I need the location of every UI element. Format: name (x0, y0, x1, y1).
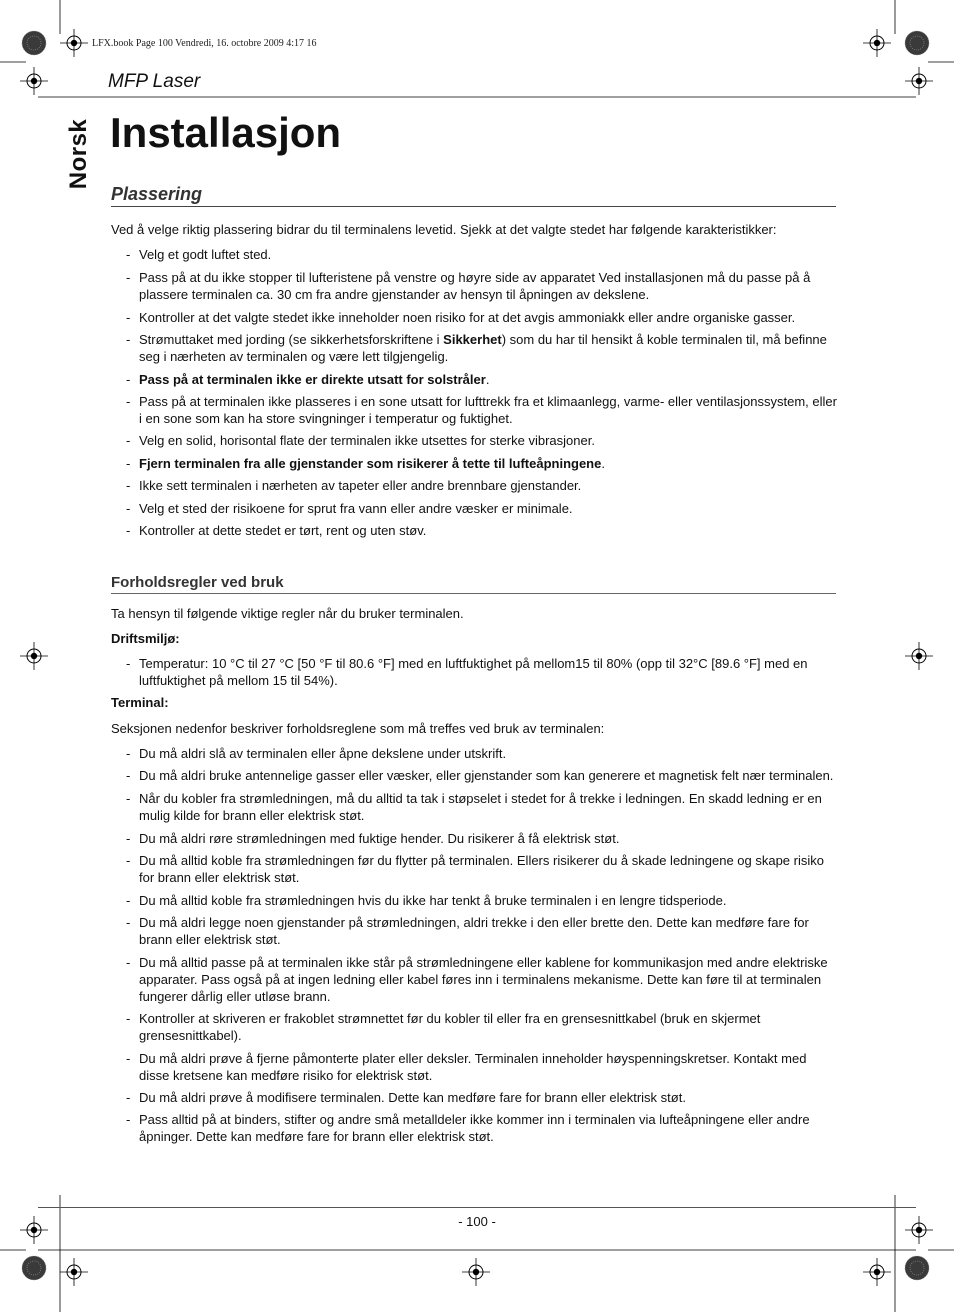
list-item: - Du må aldri prøve å modifisere terminalen. Dette kan medføre fare for brann eller elektrisk støt. (126, 1090, 686, 1105)
list-item: - Du må alltid passe på at terminalen ikke står på strømledningene eller kablene for kommunikasjon med andre elektriske apparater. Pass også på at ingen ledning eller kabel føres inn i terminalens mekanisme. Dette kan føre til at terminalen fungerer dårlig eller utløse brann. (126, 955, 828, 1004)
registration-mark-icon (60, 29, 88, 57)
star-target-icon (22, 31, 46, 55)
registration-mark-icon (905, 642, 933, 670)
language-side-tab-label: Norsk (65, 118, 92, 190)
list-item: - Strømuttaket med jording (se sikkerhetsforskriftene i Sikkerhet) som du har til hensikt å koble terminalen til, må befinne seg i nærheten av terminalen og være lett tilgjengelig. (126, 332, 827, 364)
list-item: - Du må aldri slå av terminalen eller åpne dekslene under utskrift. (126, 746, 507, 761)
list-item: - Du må aldri røre strømledningen med fuktige hender. Du risikerer å få elektrisk støt. (126, 831, 620, 846)
page-title: Installasjon (110, 109, 342, 156)
subsection-label-terminal: Terminal: (111, 695, 169, 710)
list-item: - Pass på at du ikke stopper til lufteristene på venstre og høyre side av apparatet Ved installasjonen må du passe på å plassere terminalen ca. 30 cm fra andre gjenstander av hensyn til åpningen av dekslene. (126, 270, 811, 302)
registration-mark-icon (863, 29, 891, 57)
list-item: - Velg et godt luftet sted. (126, 247, 272, 262)
list-item: - Fjern terminalen fra alle gjenstander som risikerer å tette til lufteåpningene. (126, 456, 605, 471)
environment-list (111, 655, 838, 689)
list-item: - Velg en solid, horisontal flate der terminalen ikke utsettes for sterke vibrasjoner. (126, 433, 595, 448)
list-item: - Du må alltid koble fra strømledningen hvis du ikke har tenkt å bruke terminalen i en lengre tidsperiode. (126, 893, 727, 908)
list-item: - Du må alltid koble fra strømledningen før du flytter på terminalen. Ellers risikerer du å skade ledningene og skape risiko for brann eller elektrisk støt. (126, 853, 824, 885)
section-intro: Ta hensyn til følgende viktige regler når du bruker terminalen. (111, 606, 464, 621)
list-item: - Pass på at terminalen ikke plasseres i en sone utsatt for lufttrekk fra et klimaanlegg, varme- eller ventilasjonssystem, eller i en sone som kan ha store svingninger i temperatur og fuktighet. (126, 394, 837, 426)
list-item: - Du må aldri bruke antennelige gasser eller væsker, eller gjenstander som kan generere et magnetisk felt nær terminalen. (126, 768, 834, 783)
list-item: - Kontroller at skriveren er frakoblet strømnettet før du kobler til eller fra en grensesnittkabel (bruk en skjermet grensesnittkabel). (126, 1011, 761, 1043)
placement-list (111, 246, 838, 539)
registration-mark-icon (462, 1258, 490, 1286)
list-item: - Ikke sett terminalen i nærheten av tapeter eller andre brennbare gjenstander. (126, 478, 582, 493)
list-item: - Velg et sted der risikoene for sprut fra vann eller andre væsker er minimale. (126, 501, 573, 516)
star-target-icon (905, 31, 929, 55)
list-item: - Kontroller at dette stedet er tørt, rent og uten støv. (126, 523, 427, 538)
star-target-icon (905, 1256, 929, 1280)
subsection-label-environment: Driftsmiljø: (111, 631, 180, 646)
running-header: MFP Laser (108, 71, 201, 92)
list-item: - Pass alltid på at binders, stifter og andre små metalldeler ikke kommer inn i terminalen via lufteåpningene eller andre åpninger. Dette kan medføre fare for brann eller elektrisk støt. (126, 1112, 810, 1144)
registration-mark-icon (905, 67, 933, 95)
section-heading-plassering: Plassering (111, 183, 836, 207)
terminal-intro: Seksjonen nedenfor beskriver forholdsreglene som må treffes ved bruk av terminalen: (111, 721, 605, 736)
registration-mark-icon (863, 1258, 891, 1286)
list-item: - Temperatur: 10 °C til 27 °C [50 °F til 80.6 °F] med en luftfuktighet på mellom15 til 80% (opp til 32°C [89.6 °F] med en luftfuktighet på mellom 15 til 54%). (126, 656, 808, 688)
section-intro: Ved å velge riktig plassering bidrar du til terminalens levetid. Sjekk at det valgte stedet har følgende karakteristikker: (111, 222, 777, 237)
page-number: - 100 - (458, 1214, 496, 1229)
terminal-precautions-list (111, 745, 838, 1145)
list-item: - Pass på at terminalen ikke er direkte utsatt for solstråler. (126, 372, 490, 387)
registration-mark-icon (20, 67, 48, 95)
star-target-icon (22, 1256, 46, 1280)
language-side-tab (56, 118, 102, 190)
list-item: - Kontroller at det valgte stedet ikke inneholder noen risiko for at det avgis ammoniakk eller andre organiske gasser. (126, 310, 796, 325)
book-file-info: LFX.book Page 100 Vendredi, 16. octobre 2009 4:17 16 (92, 38, 317, 49)
section-heading-forholdsregler: Forholdsregler ved bruk (111, 574, 836, 594)
registration-mark-icon (20, 642, 48, 670)
registration-mark-icon (60, 1258, 88, 1286)
list-item: - Når du kobler fra strømledningen, må du alltid ta tak i støpselet i stedet for å trekke i ledningen. En skadd ledning er en mulig kilde for brann eller elektrisk støt. (126, 791, 822, 823)
footer-rule (38, 1207, 916, 1208)
list-item: - Du må aldri legge noen gjenstander på strømledningen, aldri trekke i den eller brette den. Dette kan medføre fare for brann eller elektrisk støt. (126, 915, 809, 947)
list-item: - Du må aldri prøve å fjerne påmonterte plater eller deksler. Terminalen inneholder høyspenningskretser. Kontakt med disse kretsene kan medføre risiko for elektrisk støt. (126, 1051, 807, 1083)
